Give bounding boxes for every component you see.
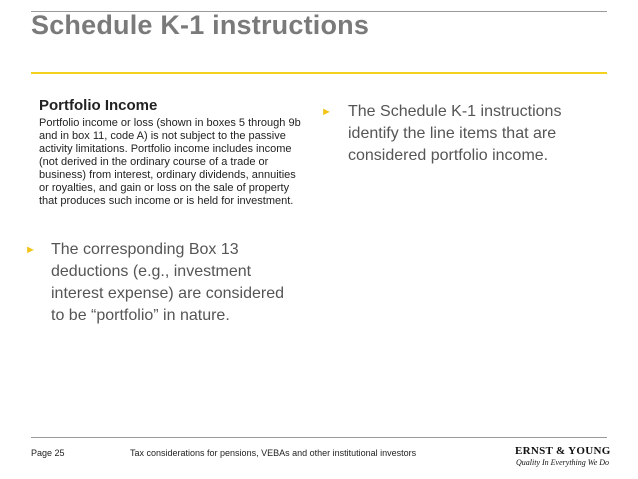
bullet-text: The Schedule K-1 instructions identify the line items that are considered portfolio income. bbox=[348, 103, 562, 164]
company-logo bbox=[512, 443, 611, 473]
logo-tagline: Quality In Everything We Do bbox=[516, 458, 610, 467]
excerpt-heading: Portfolio Income bbox=[39, 97, 158, 114]
slide-title: Schedule K-1 instructions bbox=[31, 10, 370, 40]
instructions-excerpt bbox=[39, 97, 301, 208]
bullet-item bbox=[25, 239, 295, 327]
bullet-item bbox=[321, 101, 601, 167]
excerpt-body: Portfolio income or loss (shown in boxes 5 through 9b and in box 11, code A) is not subject to the passive activity limitations. Portfolio income includes income (not derived in the ordinary course of a trade or business) from interest, ordinary dividends, annuities or royalties, and gain or loss on the sale of property that produces such income or is held for investment. bbox=[39, 117, 301, 207]
page-number: Page 25 bbox=[31, 448, 65, 458]
bullet-text: The corresponding Box 13 deductions (e.g., investment interest expense) are considered to be “portfolio” in nature. bbox=[51, 241, 285, 324]
footer-title: Tax considerations for pensions, VEBAs and other institutional investors bbox=[130, 448, 417, 458]
bullet-arrow-icon: ► bbox=[25, 244, 36, 256]
footer-rule bbox=[31, 437, 607, 438]
logo-wordmark: ERNST & YOUNG bbox=[515, 444, 611, 457]
bullet-arrow-icon: ► bbox=[321, 106, 332, 118]
title-accent-rule bbox=[31, 72, 607, 74]
